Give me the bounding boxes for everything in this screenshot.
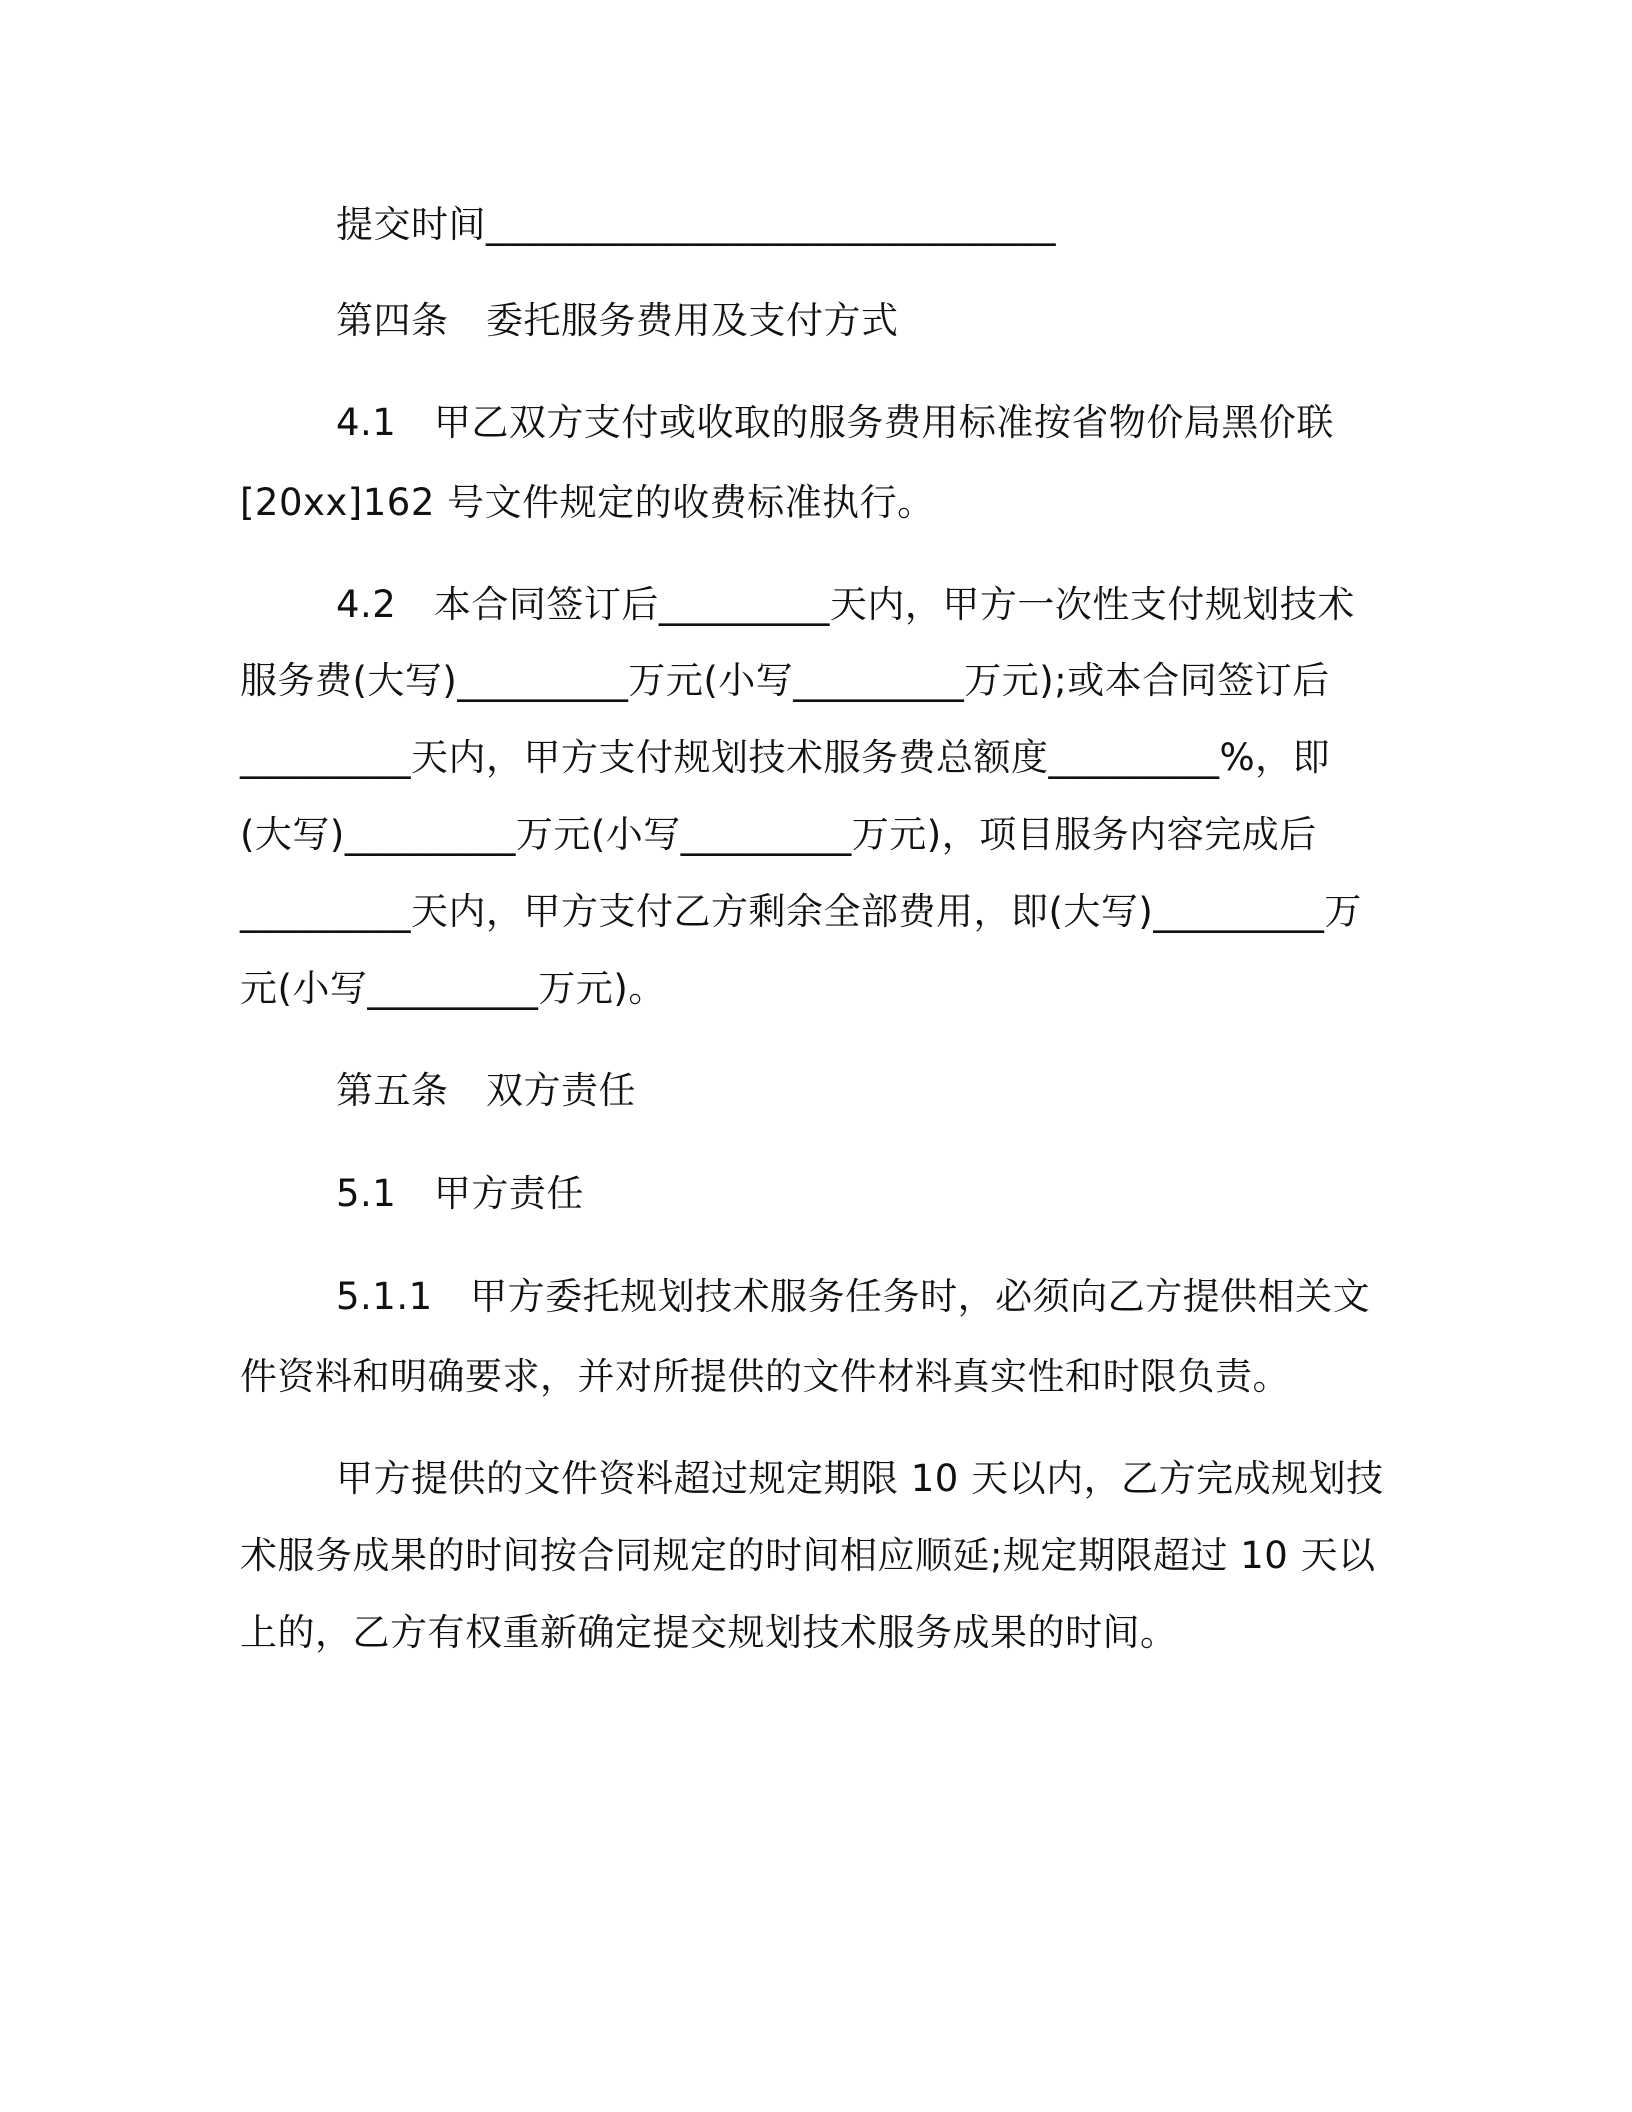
clause-4-2-line-6: 元(小写_________万元)。 [240,967,666,1010]
article-5-heading: 第五条 双方责任 [336,1069,636,1112]
clause-4-1-line-2: [20xx]162 号文件规定的收费标准执行。 [240,481,935,524]
clause-4-2-line-2: 服务费(大写)_________万元(小写_________万元);或本合同签订后 [240,659,1330,702]
clause-4-2-line-1: 4.2 本合同签订后_________天内，甲方一次性支付规划技术 [336,583,1355,626]
paragraph-deadline-line-3: 上的，乙方有权重新确定提交规划技术服务成果的时间。 [240,1611,1178,1654]
clause-4-2-line-3: _________天内，甲方支付规划技术服务费总额度_________%，即 [240,736,1331,779]
article-4-heading: 第四条 委托服务费用及支付方式 [336,299,899,342]
clause-4-1-line-1: 4.1 甲乙双方支付或收取的服务费用标准按省物价局黑价联 [336,401,1334,444]
clause-4-2-line-4: (大写)_________万元(小写_________万元)，项目服务内容完成后 [240,813,1317,856]
clause-5-1-1-line-1: 5.1.1 甲方委托规划技术服务任务时，必须向乙方提供相关文 [336,1275,1371,1318]
clause-5-1-1-line-2: 件资料和明确要求，并对所提供的文件材料真实性和时限负责。 [240,1355,1290,1398]
clause-4-2-line-5: _________天内，甲方支付乙方剩余全部费用，即(大写)_________万 [240,890,1362,933]
submission-time-line: 提交时间______________________________ [336,203,1056,246]
clause-5-1-heading: 5.1 甲方责任 [336,1172,584,1215]
paragraph-deadline-line-1: 甲方提供的文件资料超过规定期限 10 天以内，乙方完成规划技 [336,1457,1384,1500]
paragraph-deadline-line-2: 术服务成果的时间按合同规定的时间相应顺延;规定期限超过 10 天以 [240,1534,1376,1577]
